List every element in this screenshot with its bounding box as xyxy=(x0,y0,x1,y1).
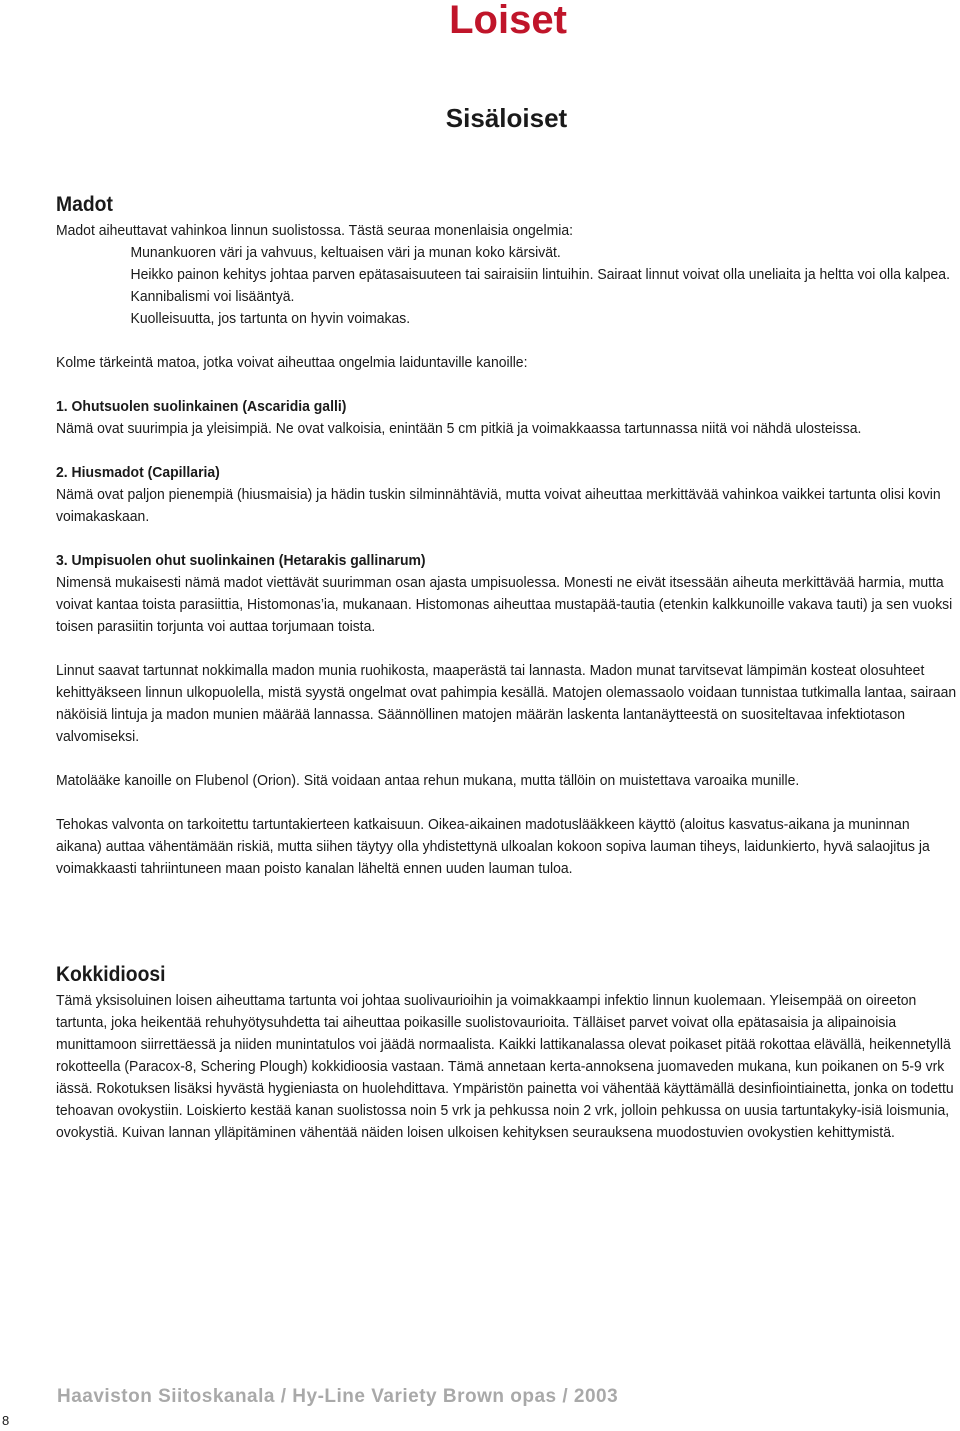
section-title: Sisäloiset xyxy=(445,103,568,133)
madot-paragraph: Tehokas valvonta on tarkoitettu tartuntakierteen katkaisuun. Oikea-aikainen madotuslääkkeen käyttö (aloitus kasvatus-aikana ja muninnan aikana) auttaa vähentämään riskiä, mutta siihen täytyy olla yhdistettynä ulkoalan kokoon sopiva lauman tiheys, laidunkierto, hyvä salaojitus ja voimakkaasti tahriintuneen maan poisto kanalan läheltä ennen uuden lauman tuloa. xyxy=(56,816,930,877)
madot-effect: Kannibalismi voi lisääntyä. xyxy=(130,288,295,305)
kokkidioosi-heading: Kokkidioosi xyxy=(56,963,166,986)
madot-effect: Heikko painon kehitys johtaa parven epätasaisuuteen tai sairaisiin lintuihin. Sairaat linnut voivat olla uneliaita ja heltta voi olla kalpea. xyxy=(130,266,950,283)
worm-text: Nämä ovat paljon pienempiä (hiusmaisia) ja hädin tuskin silminnähtäviä, mutta voivat aiheuttaa merkittävää vahinkoa vaikkei tartunta olisi kovin voimakaskaan. xyxy=(56,486,941,525)
page-number: 8 xyxy=(2,1413,10,1428)
worm-text: Nimensä mukaisesti nämä madot viettävät suurimman osan ajasta umpisuolessa. Monesti ne eivät itsessään aiheuta merkittävää harmia, mutta voivat kantaa toista parasiittia, Histomonas’ia, mukanaan. Histomonas aiheuttaa mustapää-tautia (etenkin kalkkunoille vakava tauti) ja sen vuoksi toisen parasiitin torjunta voi auttaa torjumaan toista. xyxy=(56,574,953,635)
madot-intro: Madot aiheuttavat vahinkoa linnun suolistossa. Tästä seuraa monenlaisia ongelmia: xyxy=(56,222,574,239)
madot-effect: Munankuoren väri ja vahvuus, keltuaisen väri ja munan koko kärsivät. xyxy=(130,244,561,261)
footer-text: Haaviston Siitoskanala / Hy-Line Variety Brown opas / 2003 xyxy=(57,1386,619,1407)
document-body xyxy=(56,190,958,1144)
worm-title: 3. Umpisuolen ohut suolinkainen (Hetarakis gallinarum) xyxy=(56,552,426,569)
kokkidioosi-text: Tämä yksisoluinen loisen aiheuttama tartunta voi johtaa suolivaurioihin ja voimakkaampi infektio linnun kuolemaan. Yleisempää on oireeton tartunta, joka heikentää rehuhyötysuhdetta tai aiheuttaa poikasille suolistovaurioita. Tälläiset parvet voivat olla epätasaisia ja alipainoisia munittamoon siirrettäessä ja niiden munintatulos voi jäädä normaalista. Kaikki lattikanalassa olevat poikaset pitää rokottaa elävällä, heikennetyllä rokotteella (Paracox-8, Schering Plough) kokkidioosia vastaan. Tämä annetaan kerta-annoksena juomaveden mukana, kun poikanen on 5-9 vrk iässä. Rokotuksen lisäksi hyvästä hygieniasta on huolehdittava. Ympäristön painetta voi vähentää käyttämällä desinfiointiainetta, jonka on todettu tehoavan ovokystiin. Loiskierto kestää kanan suolistossa noin 5 vrk ja pehkussa noin 2 vrk, jolloin pehkussa on uusia tartuntakyky-isiä loismunia, ovokystiä. Kuivan lannan ylläpitäminen vähentää näiden loisen ulkoisen kehityksen seurauksena muodostuvien ovokystien kehittymistä. xyxy=(56,992,954,1141)
worm-text: Nämä ovat suurimpia ja yleisimpiä. Ne ovat valkoisia, enintään 5 cm pitkiä ja voimakkaassa tartunnassa niitä voi nähdä ulosteissa. xyxy=(56,420,862,437)
madot-paragraph: Matolääke kanoille on Flubenol (Orion). Sitä voidaan antaa rehun mukana, mutta tällöin on muistettava varoaika munille. xyxy=(56,772,800,789)
worm-list-intro: Kolme tärkeintä matoa, jotka voivat aiheuttaa ongelmia laiduntaville kanoille: xyxy=(56,354,528,371)
madot-effect: Kuolleisuutta, jos tartunta on hyvin voimakas. xyxy=(130,310,411,327)
madot-paragraph: Linnut saavat tartunnat nokkimalla madon munia ruohikosta, maaperästä tai lannasta. Madon munat tarvitsevat lämpimän kosteat olosuhteet kehittyäkseen linnun ulkopuolella, mistä syystä ongelmat ovat pahimpia kesällä. Matojen olemassaolo voidaan tunnistaa tutkimalla lantaa, sairaan näköisiä lintuja ja madon munien määrää lannassa. Säännöllinen matojen määrän laskenta lantanäytteestä on suositeltavaa infektiotason valvomiseksi. xyxy=(56,662,957,745)
madot-heading: Madot xyxy=(56,193,113,216)
page-title: Loiset xyxy=(449,0,567,42)
worm-title: 1. Ohutsuolen suolinkainen (Ascaridia galli) xyxy=(56,398,347,415)
worm-title: 2. Hiusmadot (Capillaria) xyxy=(56,464,220,481)
